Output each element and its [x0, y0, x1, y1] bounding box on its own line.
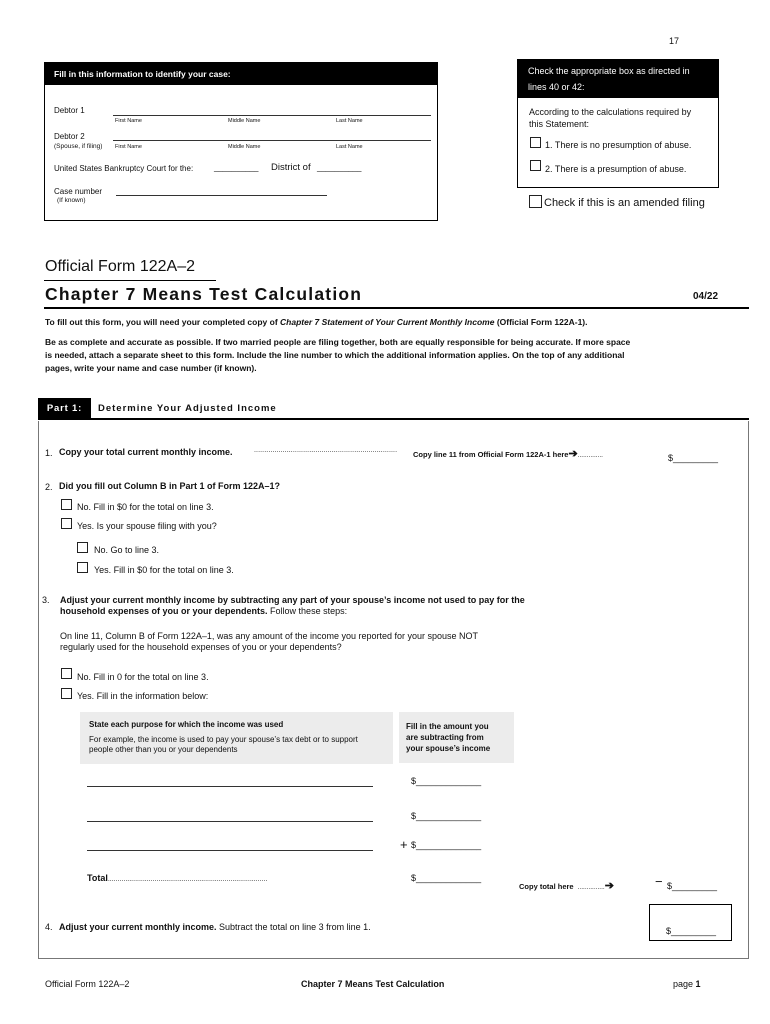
- line2-sub-no-checkbox[interactable]: [77, 542, 88, 553]
- presumption-check-panel: [517, 59, 719, 188]
- case-number-note: (If known): [57, 197, 86, 204]
- part1-title: Determine Your Adjusted Income: [98, 403, 277, 414]
- line4-text-bold: Adjust your current monthly income.: [59, 922, 217, 932]
- line3-text-line2-bold: household expenses of you or your dependents.: [60, 606, 268, 616]
- line1-copy-instruction: [413, 447, 603, 460]
- check-panel-intro-line2: this Statement:: [529, 119, 590, 129]
- right-arrow-icon: ➔: [604, 880, 614, 892]
- presumption-label: 2. There is a presumption of abuse.: [545, 164, 687, 174]
- line4-text-rest: Subtract the total on line 3 from line 1.: [216, 922, 371, 932]
- amended-filing-label: Check if this is an amended filing: [544, 197, 705, 209]
- amount-column-line3: your spouse’s income: [406, 744, 491, 753]
- purpose-column-note1: For example, the income is used to pay your spouse’s tax debt or to support: [89, 735, 358, 744]
- amount-column-line1: Fill in the amount you: [406, 722, 489, 731]
- line1-copy-text: Copy line 11 from Official Form 122A-1 here: [413, 450, 569, 459]
- part1-rule: [91, 418, 749, 420]
- minus-sign: −: [655, 874, 663, 889]
- line2-yes-label: Yes. Is your spouse filing with you?: [77, 521, 217, 531]
- debtor1-middle-name-caption: Middle Name: [228, 118, 261, 124]
- copy-total-text: Copy total here: [519, 882, 574, 891]
- footer-page-label: page: [673, 979, 694, 989]
- intro2-line3: pages, write your name and case number (if known).: [45, 363, 257, 373]
- debtor2-label: Debtor 2: [54, 132, 85, 141]
- line2-no-checkbox[interactable]: [61, 499, 72, 510]
- check-panel-header-line2: lines 40 or 42:: [528, 82, 585, 92]
- line3-no-checkbox[interactable]: [61, 668, 72, 679]
- no-presumption-label: 1. There is no presumption of abuse.: [545, 140, 692, 150]
- debtor1-first-name-caption: First Name: [115, 118, 142, 124]
- check-panel-intro-line1: According to the calculations required by: [529, 107, 692, 117]
- no-presumption-checkbox[interactable]: [530, 137, 541, 148]
- line1-amount-field[interactable]: $_________: [668, 453, 719, 463]
- intro2-line2: is needed, attach a separate sheet to this form. Include the line number to which the additional information applies. On the top of any additional: [45, 350, 625, 360]
- intro1-part-a: To fill out this form, you will need your completed copy of: [45, 317, 281, 327]
- line2-number: 2.: [45, 482, 53, 492]
- footer-page: [673, 979, 701, 989]
- line4-amount-box[interactable]: [649, 904, 732, 941]
- amount-row2-field[interactable]: $_____________: [411, 811, 482, 821]
- line4-amount-field[interactable]: $_________: [666, 926, 717, 936]
- amount-row3-field[interactable]: $_____________: [411, 840, 482, 850]
- total-dots: ..................................................................................: [107, 876, 268, 883]
- spouse-note: (Spouse, if filing): [54, 143, 103, 150]
- court-field[interactable]: __________: [214, 163, 259, 172]
- line2-sub-yes-label: Yes. Fill in $0 for the total on line 3.: [94, 565, 234, 575]
- amount-row1-field[interactable]: $_____________: [411, 776, 482, 786]
- line2-yes-checkbox[interactable]: [61, 518, 72, 529]
- line2-sub-yes-checkbox[interactable]: [77, 562, 88, 573]
- line4-text: [59, 922, 371, 932]
- line2-sub-no-label: No. Go to line 3.: [94, 545, 160, 555]
- debtor2-first-name-caption: First Name: [115, 144, 142, 150]
- court-label: United States Bankruptcy Court for the:: [54, 164, 194, 173]
- form-version: 04/22: [693, 291, 719, 302]
- debtor1-label: Debtor 1: [54, 106, 85, 115]
- footer-page-number: 1: [695, 979, 701, 989]
- copy-total-dots: ...............: [577, 884, 605, 891]
- total-label: [87, 873, 267, 883]
- plus-sign: +: [400, 837, 408, 852]
- intro1-part-b: Chapter 7 Statement of Your Current Monthly Income: [280, 317, 495, 327]
- intro-paragraph-2: [45, 336, 630, 375]
- line3-text-line2-rest: Follow these steps:: [267, 606, 348, 616]
- purpose-row1-field[interactable]: [87, 786, 373, 787]
- total-amount-field[interactable]: $_____________: [411, 873, 482, 883]
- line3-amount-field[interactable]: $_________: [667, 881, 718, 891]
- amount-column-line2: are subtracting from: [406, 733, 484, 742]
- copy-total-instruction: [519, 879, 614, 892]
- line3-text-line2: [60, 606, 347, 616]
- footer-form-name: Official Form 122A–2: [45, 979, 130, 989]
- debtor1-last-name-caption: Last Name: [336, 118, 363, 124]
- district-field[interactable]: __________: [317, 163, 362, 172]
- district-label: District of: [271, 162, 311, 173]
- top-page-number: 17: [669, 36, 680, 46]
- check-panel-header-line1: Check the appropriate box as directed in: [528, 66, 690, 76]
- debtor2-middle-name-caption: Middle Name: [228, 144, 261, 150]
- intro1-part-c: (Official Form 122A-1).: [494, 317, 588, 327]
- footer-title: Chapter 7 Means Test Calculation: [301, 979, 445, 989]
- line3-number: 3.: [42, 595, 50, 605]
- case-identification-box: [44, 62, 438, 221]
- case-identification-header: Fill in this information to identify your case:: [45, 63, 437, 85]
- line2-no-label: No. Fill in $0 for the total on line 3.: [77, 502, 214, 512]
- line3-text-line1: Adjust your current monthly income by subtracting any part of your spouse’s income not used to pay for the: [60, 595, 525, 605]
- right-arrow-icon: ➔: [568, 448, 578, 460]
- line1-number: 1.: [45, 448, 53, 458]
- intro2-line1: Be as complete and accurate as possible. If two married people are filing together, both are equally responsible for being accurate. If more space: [45, 337, 631, 347]
- line3-yes-checkbox[interactable]: [61, 688, 72, 699]
- line1-text: Copy your total current monthly income.: [59, 447, 233, 457]
- debtor1-name-field[interactable]: [113, 115, 431, 116]
- line1-copy-dots: ..............: [577, 452, 603, 459]
- line3-question-line1: On line 11, Column B of Form 122A–1, was any amount of the income you reported for your spouse NOT: [60, 631, 479, 641]
- line1-dots: ......................................................................: [254, 447, 398, 454]
- debtor2-name-field[interactable]: [113, 140, 431, 141]
- case-number-label: Case number: [54, 187, 103, 196]
- form-title: Chapter 7 Means Test Calculation: [45, 284, 363, 304]
- official-form-label: Official Form 122A–2: [45, 258, 195, 275]
- purpose-column-title: State each purpose for which the income was used: [89, 720, 284, 729]
- total-label-text: Total: [87, 873, 108, 883]
- line3-no-label: No. Fill in 0 for the total on line 3.: [77, 672, 209, 682]
- part1-label: Part 1:: [38, 398, 91, 420]
- part1-header: [38, 398, 749, 420]
- debtor2-last-name-caption: Last Name: [336, 144, 363, 150]
- check-panel-header: [518, 60, 718, 98]
- line3-yes-label: Yes. Fill in the information below:: [77, 691, 209, 701]
- presumption-checkbox[interactable]: [530, 160, 541, 171]
- line2-text: Did you fill out Column B in Part 1 of Form 122A–1?: [59, 481, 281, 491]
- purpose-column-header: [80, 712, 393, 764]
- purpose-column-note2: people other than you or your dependents: [89, 745, 238, 754]
- amended-filing-checkbox[interactable]: [529, 195, 542, 208]
- line3-question-line2: regularly used for the household expenses of you or your dependents?: [60, 642, 342, 652]
- case-number-field[interactable]: [116, 195, 327, 196]
- purpose-row2-field[interactable]: [87, 821, 373, 822]
- intro-paragraph-1: [45, 317, 588, 327]
- line4-number: 4.: [45, 922, 53, 932]
- title-rule: [44, 307, 749, 309]
- amount-column-header: [399, 712, 514, 763]
- official-form-underline: [44, 280, 216, 281]
- purpose-row3-field[interactable]: [87, 850, 373, 851]
